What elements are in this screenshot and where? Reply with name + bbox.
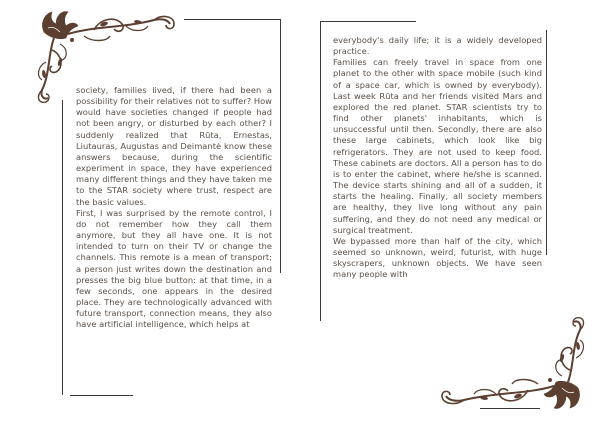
right-page-right-rule [546, 30, 547, 255]
left-paragraph-2: First, I was surprised by the remote control, I do not remember how they call them anymore, but they all have one. It is not intended to turn on their TV or change the channels. This remote is a mean of transport; a person just writes down the destination and presses the big blue button: at that time, in a few seconds, one appears in the desired place. They are technologically advanced with future transport, connection means, they also have artificial intelligence, which helps at [76, 207, 272, 330]
right-paragraph-1: everybody's daily life; it is a widely developed practice. [333, 35, 542, 57]
right-page-top-rule [320, 21, 416, 22]
left-page-top-rule [184, 19, 280, 20]
left-page-right-rule [280, 19, 281, 273]
left-page-left-rule [62, 100, 63, 395]
left-paragraph-1: society, families lived, if there had been a possibility for their relatives not to suffer? How would have societies changed if people had not been angry, or disturbed by each other? I suddenly realized that Rūta, Ernestas, Liutauras, Augustas and Deimantė know these answers because, during the scientific experiment in space, they have experienced many different things and they have taken me to the STAR society where trust, respect are the basic values. [76, 85, 272, 207]
left-page-bottom-rule [70, 395, 133, 396]
left-page-text [76, 85, 272, 330]
right-paragraph-3: We bypassed more than half of the city, which seemed so unknown, weird, futurist, with huge skyscrapers, unknown objects. We have seen many people with [333, 235, 542, 280]
flourish-ornament [428, 316, 588, 416]
right-paragraph-2: Families can freely travel in space from one planet to the other with space mobile (such kind of a space car, which is owned by everybody). Last week Rūta and her friends visited Mars and explored the red planet. STAR scientists try to find other planets' inhabitants, which is unsuccessful until then. Secondly, there are also these large cabinets, which look like big refrigerators. They are not used to keep food. These cabinets are doctors. All a person has to do is to enter the cabinet, where he/she is scanned. The device starts shining and all of a sudden, it starts the healing. Finally, all society members are healthy, they live long without any pain suffering, and they do not need any medical or surgical treatment. [333, 57, 542, 235]
right-page-left-rule [320, 21, 321, 321]
right-page-text [333, 35, 542, 280]
